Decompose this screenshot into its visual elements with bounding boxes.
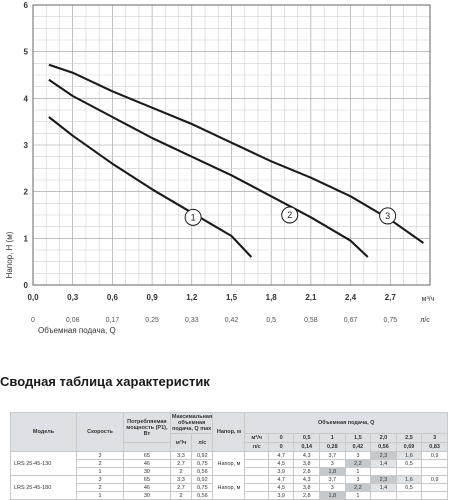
flow-value-cell: 0,5 [396,484,422,492]
x2-tick-label: 0 [31,317,35,324]
header-flow-m3h: 2,0 [371,434,397,443]
unit-blank-cell [245,484,268,492]
flow-value-cell [422,460,448,468]
unit-blank-cell [245,468,268,476]
qmax-m3h-cell: 2,7 [170,460,191,468]
flow-value-cell: 2,8 [294,468,320,476]
spec-table [10,412,448,500]
y-tick-label: 0 [23,281,28,290]
power-cell: 30 [123,468,170,476]
header-max-flow-unit1: м³/ч [170,434,191,452]
flow-value-cell: 3,7 [320,452,346,460]
header-power: Потребляемая мощность (P1), Вт [123,413,170,443]
qmax-m3h-cell: 2,7 [170,484,191,492]
unit-blank-cell [245,476,268,484]
flow-value-cell [371,492,397,500]
flow-value-cell [396,468,422,476]
flow-value-cell: 2,8 [294,492,320,500]
header-power-blank [123,443,170,452]
x-tick-label: 1,8 [265,293,277,302]
x2-tick-label: 0,75 [383,317,398,324]
qmax-ls-cell: 0,56 [192,468,213,476]
flow-value-cell: 2,3 [371,452,397,460]
qmax-m3h-cell: 2 [170,492,191,500]
x-tick-label: 2,7 [384,293,396,302]
x-axis-label: Объемная подача, Q [38,326,116,335]
y-tick-label: 6 [23,1,28,10]
header-flow-unit2: л/с [245,443,268,452]
header-flow-ls: 0,14 [294,443,320,452]
header-flow-m3h: 1,5 [345,434,371,443]
speed-cell: 2 [77,484,124,492]
qmax-ls-cell: 0,92 [192,476,213,484]
flow-value-cell [422,468,448,476]
flow-value-cell: 3,8 [294,484,320,492]
flow-value-cell: 3 [345,476,371,484]
flow-value-cell: 1,6 [396,452,422,460]
header-model: Модель [11,413,77,452]
flow-value-cell: 3,9 [268,468,294,476]
header-speed: Скорость [77,413,124,452]
header-flow-m3h: 0 [268,434,294,443]
section-title: Сводная таблица характеристик [0,374,210,389]
flow-value-cell: 1,4 [371,484,397,492]
header-flow-group: Объемная подача, Q [245,413,448,434]
header-flow-m3h: 2,5 [396,434,422,443]
unit-blank-cell [245,452,268,460]
flow-value-cell [422,484,448,492]
flow-value-cell [396,492,422,500]
x2-tick-label: 0,5 [266,317,277,324]
speed-cell: 1 [77,468,124,476]
qmax-m3h-cell: 3,3 [170,476,191,484]
table-row [11,452,448,460]
flow-value-cell: 3 [320,484,346,492]
y-tick-label: 3 [23,141,28,150]
flow-value-cell: 3,9 [268,492,294,500]
x2-tick-label: 0,42 [224,317,239,324]
x2-axis-unit: л/с [420,317,430,324]
series-label-1: 1 [190,212,196,223]
x-tick-label: 2,1 [305,293,317,302]
flow-value-cell: 4,3 [294,476,320,484]
y-axis-label: Напор, H (м) [5,231,14,279]
x-tick-label: 0,9 [146,293,158,302]
flow-value-cell: 1,8 [320,492,346,500]
flow-value-cell: 0,9 [422,476,448,484]
header-flow-ls: 0,28 [320,443,346,452]
x2-tick-label: 0,58 [304,317,318,324]
x-tick-label: 1,2 [186,293,198,302]
y-tick-label: 1 [23,234,28,244]
x-tick-label: 0,0 [27,293,39,302]
qmax-ls-cell: 0,75 [192,460,213,468]
y-tick-label: 5 [23,47,28,57]
qmax-ls-cell: 0,92 [192,452,213,460]
unit-blank-cell [245,460,268,468]
header-max-flow: Максимальная объемная подача, Q max [171,414,213,432]
x-tick-label: 0,6 [106,293,118,302]
qmax-m3h-cell: 2 [170,468,191,476]
header-flow-m3h: 0,5 [294,434,320,443]
head-cell: Напор, м [213,476,245,500]
flow-value-cell [422,492,448,500]
header-max-flow-unit2: л/с [192,434,213,452]
flow-value-cell: 1 [345,468,371,476]
y-tick-label: 2 [23,187,28,197]
flow-value-cell: 2,2 [345,460,371,468]
y-tick-label: 4 [23,94,28,104]
power-cell: 46 [123,460,170,468]
qmax-ls-cell: 0,75 [192,484,213,492]
x-tick-label: 2,4 [345,293,357,302]
series-label-3: 3 [385,211,391,222]
power-cell: 46 [123,484,170,492]
flow-value-cell: 3 [320,460,346,468]
flow-value-cell: 4,7 [268,452,294,460]
header-flow-ls: 0,56 [371,443,397,452]
qmax-ls-cell: 0,56 [192,492,213,500]
flow-value-cell: 3,8 [294,460,320,468]
power-cell: 65 [123,452,170,460]
x-tick-label: 0,3 [67,293,79,302]
header-flow-m3h: 3 [422,434,448,443]
flow-value-cell [371,468,397,476]
x2-tick-label: 0,33 [184,317,199,324]
head-cell: Напор, м [213,452,245,476]
flow-value-cell: 3,7 [320,476,346,484]
header-flow-ls: 0,83 [422,443,448,452]
x2-tick-label: 0,08 [65,317,80,324]
flow-value-cell: 1,4 [371,460,397,468]
header-flow-m3h: 1 [320,434,346,443]
speed-cell: 3 [77,452,124,460]
qmax-m3h-cell: 3,3 [170,452,191,460]
x-tick-label: 1,5 [225,293,238,302]
unit-blank-cell [245,492,268,500]
flow-value-cell: 2,2 [345,484,371,492]
flow-value-cell: 1 [345,492,371,500]
speed-cell: 3 [77,476,124,484]
speed-cell: 1 [77,492,124,500]
header-flow-ls: 0 [268,443,294,452]
header-flow-ls: 0,42 [345,443,371,452]
x2-tick-label: 0,17 [105,317,120,324]
flow-value-cell: 0,5 [396,460,422,468]
x2-tick-label: 0,25 [145,317,159,324]
header-head: Напор, м [213,413,245,452]
power-cell: 65 [123,476,170,484]
flow-value-cell: 2,3 [371,476,397,484]
flow-value-cell: 1,8 [320,468,346,476]
series-label-2: 2 [287,210,293,221]
speed-cell: 2 [77,460,124,468]
model-cell: LRS 25-45-180 [11,476,77,500]
flow-value-cell: 4,7 [268,476,294,484]
flow-value-cell: 3 [345,452,371,460]
flow-value-cell: 0,9 [422,452,448,460]
model-cell: LRS 25-45-130 [11,452,77,476]
header-flow-unit1: м³/ч [245,434,268,443]
header-flow-ls: 0,69 [396,443,422,452]
x2-tick-label: 0,67 [343,317,358,324]
flow-value-cell: 1,6 [396,476,422,484]
power-cell: 30 [123,492,170,500]
table-body [11,452,448,500]
flow-value-cell: 4,5 [268,484,294,492]
table-row [11,476,448,484]
flow-value-cell: 4,3 [294,452,320,460]
x-axis-unit: м³/ч [421,296,435,303]
flow-value-cell: 4,5 [268,460,294,468]
